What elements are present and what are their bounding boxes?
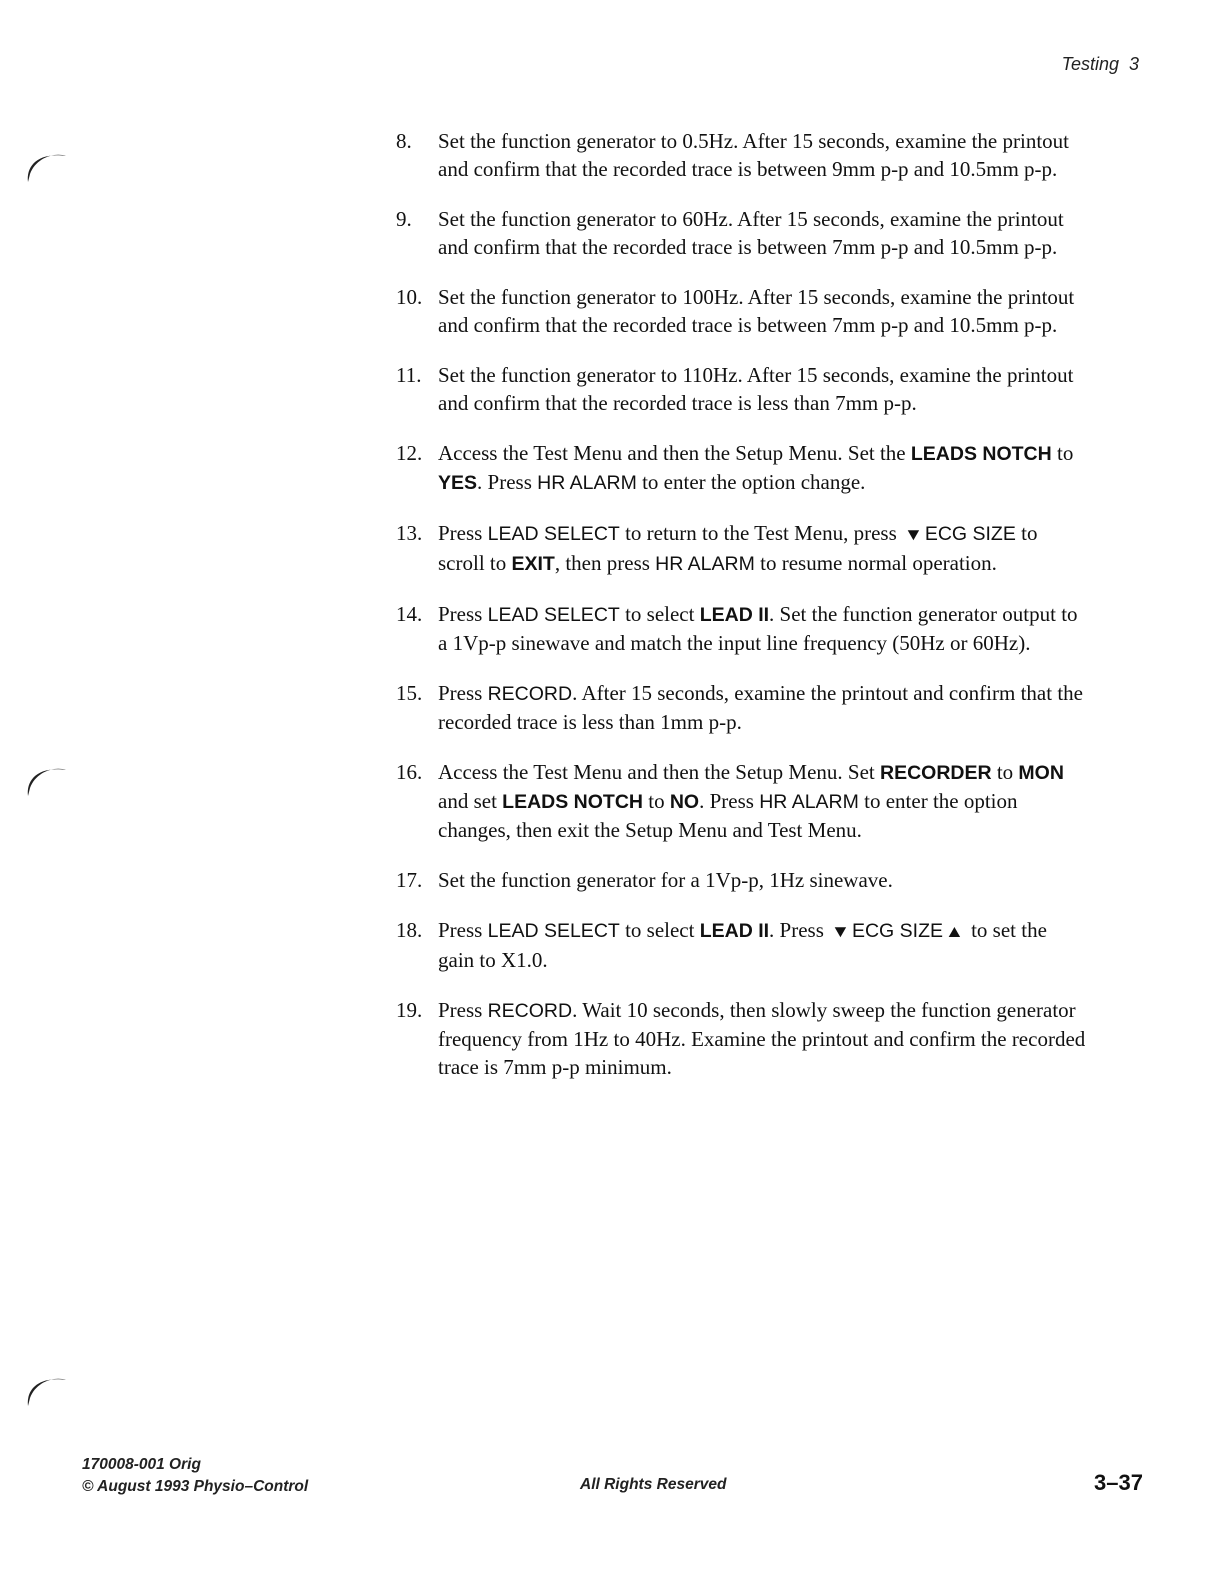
step-text: . Wait 10 seconds, then slowly sweep the function generator frequency from 1Hz to 40Hz. Examine the printout and confirm the recorded trace is 7mm p-p minimum.: [438, 998, 1086, 1079]
step-text: Set the function generator to 60Hz. After 15 seconds, examine the printout and confirm that the recorded trace is between 7mm p-p and 10.5mm p-p.: [438, 207, 1064, 259]
button-name: LEAD SELECT: [487, 604, 620, 626]
key-term: LEAD II: [699, 920, 770, 942]
step-item: [396, 916, 1086, 974]
step-number: 19.: [396, 998, 423, 1022]
copyright: © August 1993 Physio–Control: [82, 1478, 309, 1495]
button-name: HR ALARM: [655, 553, 755, 575]
step-text: Set the function generator to 110Hz. After 15 seconds, examine the printout and confirm that the recorded trace is less than 7mm p-p.: [438, 363, 1074, 415]
step-text: to: [643, 789, 670, 813]
step-text: to scroll to: [438, 521, 1038, 575]
step-text: to set the gain to X1.0.: [438, 918, 1047, 972]
step-number: 17.: [396, 868, 423, 892]
step-item: [396, 127, 1086, 183]
button-name: RECORD: [487, 683, 573, 705]
step-text: Press: [438, 521, 488, 545]
key-term: LEADS NOTCH: [502, 791, 643, 813]
button-name: HR ALARM: [537, 472, 637, 494]
step-number: 9.: [396, 207, 412, 231]
step-item: [396, 866, 1086, 894]
step-text: to: [991, 760, 1019, 784]
key-term: YES: [438, 472, 478, 494]
page-number: 3–37: [1094, 1470, 1143, 1495]
key-term: EXIT: [511, 553, 555, 575]
rights-notice: All Rights Reserved: [580, 1476, 727, 1493]
footer-doc-info: [82, 1454, 308, 1498]
step-text: Set the function generator to 100Hz. After 15 seconds, examine the printout and confirm that the recorded trace is between 7mm p-p and 10.5mm p-p.: [438, 285, 1075, 337]
step-text: to: [1051, 441, 1074, 465]
step-text: Press: [438, 681, 488, 705]
step-text: . Press: [769, 918, 830, 942]
step-text: to enter the option changes, then exit the Setup Menu and Test Menu.: [438, 789, 1018, 842]
step-number: 16.: [396, 760, 423, 784]
procedure-steps: [396, 127, 1086, 1103]
step-item: [396, 283, 1086, 339]
key-term: RECORDER: [879, 762, 992, 784]
step-text: Press: [438, 918, 488, 942]
step-text: Set the function generator for a 1Vp-p, 1Hz sinewave.: [438, 868, 893, 892]
step-text: and set: [438, 789, 503, 813]
step-number: 12.: [396, 441, 423, 465]
button-name: RECORD: [487, 1000, 573, 1022]
step-text: . Press: [699, 789, 760, 813]
button-name: LEAD SELECT: [487, 920, 620, 942]
page-header: [1062, 54, 1139, 75]
button-name: HR ALARM: [759, 791, 859, 813]
step-item: [396, 758, 1086, 844]
key-term: LEAD II: [699, 604, 770, 626]
step-text: Access the Test Menu and then the Setup Menu. Set: [438, 760, 880, 784]
step-item: [396, 996, 1086, 1081]
step-number: 10.: [396, 285, 423, 309]
step-text: to select: [619, 918, 700, 942]
triangle-up-icon: ▲: [944, 922, 965, 941]
key-term: MON: [1018, 762, 1064, 784]
step-text: to select: [619, 602, 700, 626]
step-text: Set the function generator to 0.5Hz. After 15 seconds, examine the printout and confirm that the recorded trace is between 9mm p-p and 10.5mm p-p.: [438, 129, 1069, 181]
step-text: Access the Test Menu and then the Setup Menu. Set the: [438, 441, 911, 465]
step-number: 15.: [396, 681, 423, 705]
step-text: . After 15 seconds, examine the printout and confirm that the recorded trace is less than 1mm p-p.: [438, 681, 1083, 734]
button-name: ECG SIZE: [851, 920, 943, 942]
step-number: 14.: [396, 602, 423, 626]
step-text: Press: [438, 998, 488, 1022]
step-number: 13.: [396, 521, 423, 545]
step-text: Press: [438, 602, 488, 626]
key-term: NO: [669, 791, 700, 813]
binder-hole-icon: [24, 1368, 70, 1414]
step-text: to enter the option change.: [636, 470, 866, 494]
step-item: [396, 679, 1086, 736]
step-text: . Press: [477, 470, 538, 494]
button-name: LEAD SELECT: [487, 523, 620, 545]
key-term: LEADS NOTCH: [910, 443, 1052, 465]
step-text: to return to the Test Menu, press: [619, 521, 902, 545]
step-number: 18.: [396, 918, 423, 942]
step-item: [396, 519, 1086, 578]
doc-number: 170008-001 Orig: [82, 1456, 201, 1473]
chapter-number: 3: [1128, 54, 1139, 74]
binder-hole-icon: [24, 144, 70, 190]
step-item: [396, 600, 1086, 657]
step-item: [396, 205, 1086, 261]
step-number: 11.: [396, 363, 422, 387]
triangle-down-icon: ▼: [830, 922, 851, 941]
step-item: [396, 361, 1086, 417]
step-text: to resume normal operation.: [754, 551, 997, 575]
triangle-down-icon: ▼: [903, 525, 924, 544]
step-text: . Set the function generator output to a 1Vp-p sinewave and match the input line frequency (50Hz or 60Hz).: [438, 602, 1078, 655]
step-text: , then press: [554, 551, 656, 575]
section-title: Testing: [1061, 54, 1119, 74]
step-number: 8.: [396, 129, 412, 153]
step-item: [396, 439, 1086, 497]
button-name: ECG SIZE: [924, 523, 1016, 545]
binder-hole-icon: [24, 758, 70, 804]
